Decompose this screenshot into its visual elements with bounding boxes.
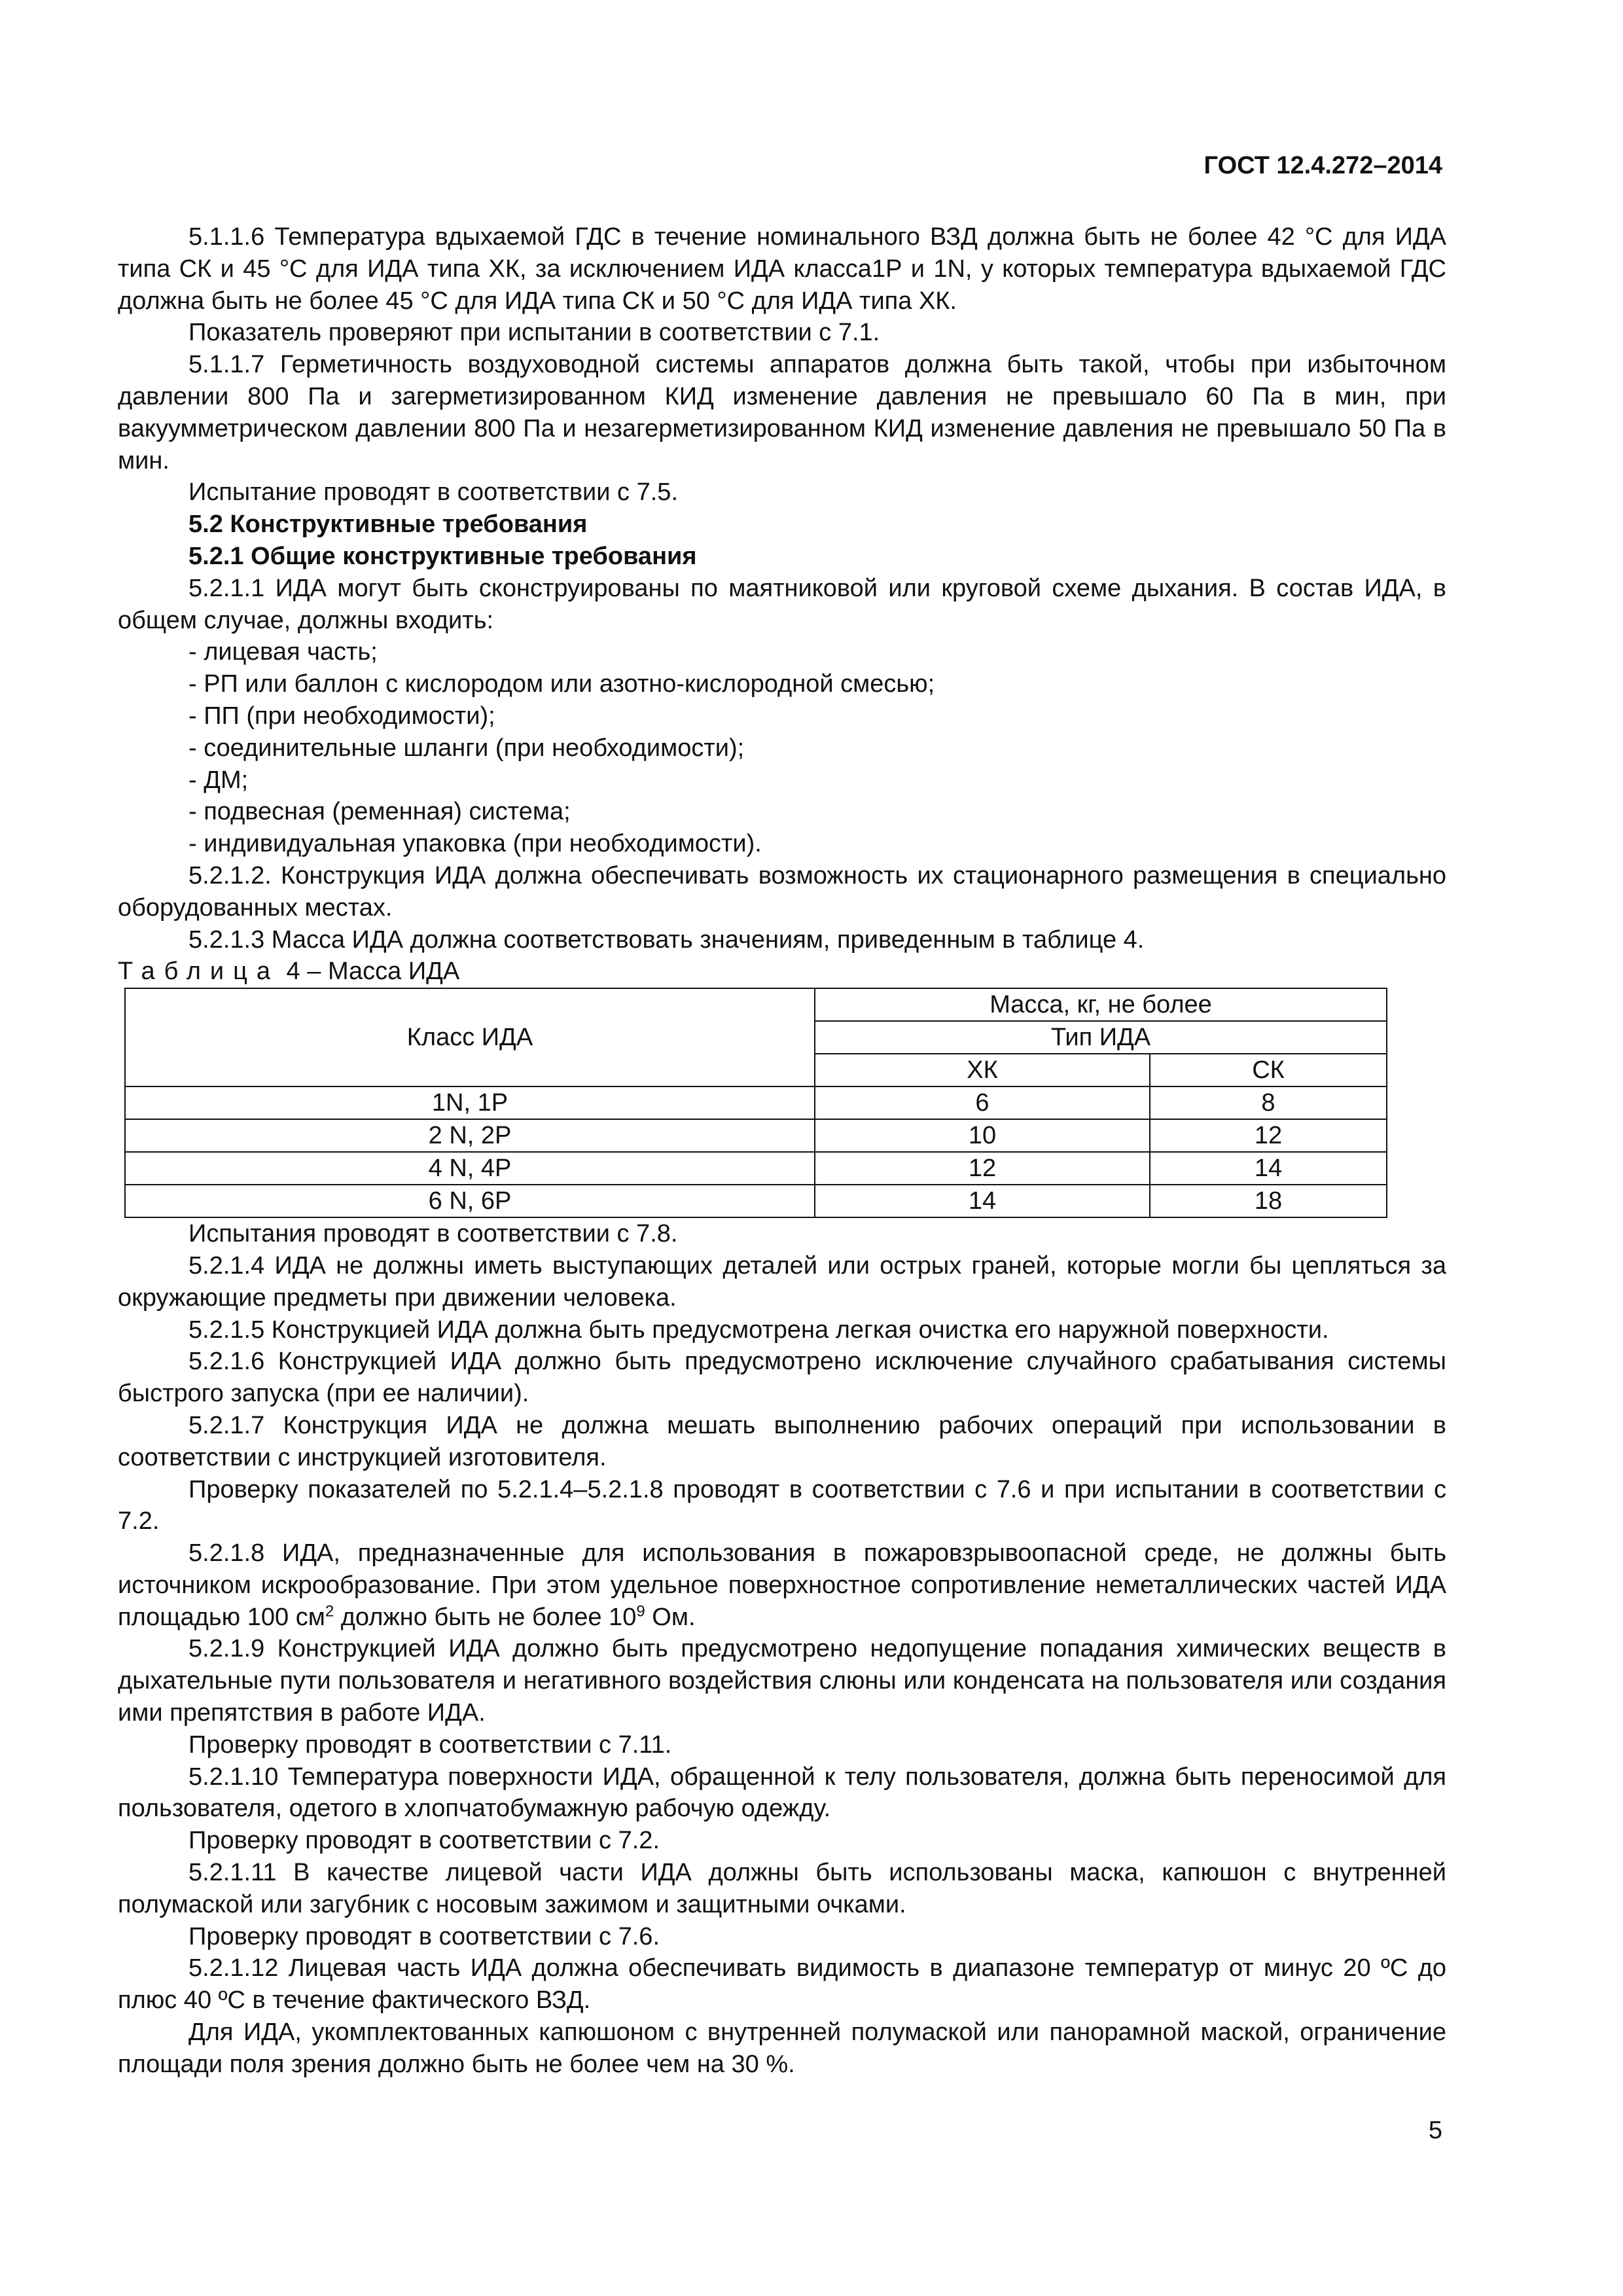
cell-hk: 12 [815,1152,1150,1185]
paragraph: 5.2.1.6 Конструкцией ИДА должно быть предусмотрено исключение случайного срабатывания системы быстрого запуска (при ее наличии). [118,1348,1446,1408]
paragraph: 5.2.1.11 В качестве лицевой части ИДА должны быть использованы маска, капюшон с внутренней полумаской или загубник с носовым зажимом и защитными очками. [118,1859,1446,1918]
paragraph: 5.2.1.2. Конструкция ИДА должна обеспечивать возможность их стационарного размещения в специально оборудованных местах. [118,861,1446,922]
paragraph: Проверку проводят в соответствии с 7.2. [188,1827,660,1855]
header-type: Тип ИДА [815,1021,1387,1054]
cell-class: 2 N, 2P [125,1119,815,1152]
paragraph: 5.1.1.7 Герметичность воздуховодной системы аппаратов должна быть такой, чтобы при избыточном давлении 800 Па и загерметизированном КИД изменение давления не превышало 60 Па в мин, при вакуумметрическом давлении 800 Па и незагерметизированном КИД изменение давления не превышало 50 Па в мин. [118,351,1446,475]
table-caption-title: 4 – Масса ИДА [279,958,460,986]
text-run: должно быть не более 10 [334,1603,637,1631]
header-hk: ХК [815,1054,1150,1086]
paragraph-5218 [118,1537,1446,1633]
paragraph: 5.2.1.12 Лицевая часть ИДА должна обеспечивать видимость в диапазоне температур от минус 20 ºС до плюс 40 ºС в течение фактического ВЗД. [118,1954,1446,2015]
paragraph: 5.2.1.3 Масса ИДА должна соответствовать значениям, приведенным в таблице 4. [188,925,1145,954]
table-row [125,1086,1387,1119]
paragraph: Показатель проверяют при испытании в соответствии с 7.1. [188,319,880,347]
page-number: 5 [1428,2117,1442,2144]
subsection-heading: 5.2.1 Общие конструктивные требования [188,542,697,570]
paragraph: Испытания проводят в соответствии с 7.8. [188,1220,678,1248]
paragraph: 5.2.1.10 Температура поверхности ИДА, обращенной к телу пользователя, должна быть переносимой для пользователя, одетого в хлопчатобумажную рабочую одежду. [118,1763,1446,1823]
list-item: - индивидуальная упаковка (при необходимости). [188,830,762,858]
superscript: 2 [325,1602,334,1621]
table-caption-word: Таблица [118,958,279,986]
header-sk: СК [1150,1054,1387,1086]
table-row [125,1119,1387,1152]
cell-class: 4 N, 4P [125,1152,815,1185]
list-item: - соединительные шланги (при необходимости); [188,734,745,762]
cell-hk: 14 [815,1185,1150,1217]
paragraph: Проверку показателей по 5.2.1.4–5.2.1.8 проводят в соответствии с 7.6 и при испытании в соответствии с 7.2. [118,1475,1446,1535]
text-run: 5.2.1.8 ИДА, предназначенные для использования в пожаровзрывоопасной среде, не должны быть источником искрообразование. При этом удельное поверхностное сопротивление неметаллических частей ИДА площадью 100 см [118,1539,1446,1631]
cell-class: 6 N, 6P [125,1185,815,1217]
cell-sk: 14 [1150,1152,1387,1185]
table-row [125,1152,1387,1185]
cell-hk: 6 [815,1086,1150,1119]
paragraph: 5.2.1.4 ИДА не должны иметь выступающих деталей или острых граней, которые могли бы цепляться за окружающие предметы при движении человека. [118,1251,1446,1312]
list-item: - подвесная (ременная) система; [188,798,571,826]
header-mass: Масса, кг, не более [815,988,1387,1021]
list-item: - ПП (при необходимости); [188,702,495,730]
paragraph: 5.2.1.9 Конструкцией ИДА должно быть предусмотрено недопущение попадания химических веществ в дыхательные пути пользователя и негативного воздействия слюны или конденсата на пользователя или создания ими препятствия в работе ИДА. [118,1635,1446,1727]
cell-sk: 8 [1150,1086,1387,1119]
document-body [118,221,1446,2081]
paragraph: Испытание проводят в соответствии с 7.5. [188,478,678,507]
paragraph: 5.2.1.7 Конструкция ИДА не должна мешать выполнению рабочих операций при использовании в соответствии с инструкцией изготовителя. [118,1411,1446,1471]
document-header: ГОСТ 12.4.272–2014 [1204,152,1442,179]
cell-sk: 18 [1150,1185,1387,1217]
header-class: Класс ИДА [125,988,815,1086]
paragraph: 5.2.1.5 Конструкцией ИДА должна быть предусмотрена легкая очистка его наружной поверхности. [188,1316,1329,1344]
paragraph: Проверку проводят в соответствии с 7.6. [188,1922,660,1950]
table-caption [118,956,1446,988]
list-item: - РП или баллон с кислородом или азотно-кислородной смесью; [188,670,935,698]
list-item: - лицевая часть; [188,638,378,666]
paragraph: Для ИДА, укомплектованных капюшоном с внутренней полумаской или панорамной маской, ограничение площади поля зрения должно быть не более чем на 30 %. [118,2018,1446,2078]
section-heading: 5.2 Конструктивные требования [188,511,588,539]
mass-table [124,988,1387,1218]
cell-class: 1N, 1P [125,1086,815,1119]
paragraph: 5.1.1.6 Температура вдыхаемой ГДС в течение номинального ВЗД должна быть не более 42 °С для ИДА типа СК и 45 °С для ИДА типа ХК, за исключением ИДА класса1Р и 1N, у которых температура вдыхаемой ГДС должна быть не более 45 °С для ИДА типа СК и 50 °С для ИДА типа ХК. [118,223,1446,315]
superscript: 9 [636,1602,645,1621]
paragraph: 5.2.1.1 ИДА могут быть сконструированы по маятниковой или круговой схеме дыхания. В состав ИДА, в общем случае, должны входить: [118,574,1446,634]
list-item: - ДМ; [188,766,249,794]
text-run: Ом. [645,1603,696,1631]
cell-sk: 12 [1150,1119,1387,1152]
table-row [125,1185,1387,1217]
cell-hk: 10 [815,1119,1150,1152]
paragraph: Проверку проводят в соответствии с 7.11. [188,1731,672,1759]
